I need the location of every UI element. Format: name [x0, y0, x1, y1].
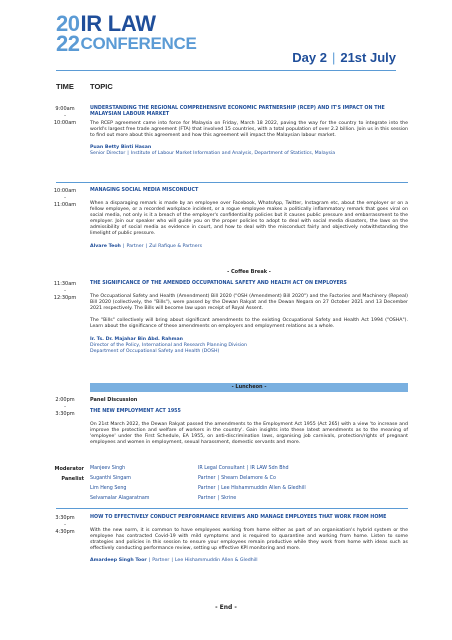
panel-row	[90, 486, 410, 492]
separator: |	[246, 466, 249, 471]
session-3	[90, 281, 408, 355]
panel-row	[90, 496, 410, 502]
end-marker: - End -	[215, 604, 237, 611]
column-head-time: TIME	[56, 82, 74, 91]
session-body: The RCEP agreement came into force for Malaysia on Friday, March 18 2022, paving the way for the country to integrate into the world's largest free trade agreement (FTA) that involved 15 countries, with a total population of over 2.2 billion. Join us in this session to find out more about this agreement and how this agreement will impact the Malaysian labour market.	[90, 121, 408, 139]
session-title: MANAGING SOCIAL MEDIA MISCONDUCT	[90, 188, 199, 193]
speaker-affiliation	[90, 558, 408, 564]
panel-role: Partner	[198, 476, 216, 481]
panel-row	[90, 466, 410, 472]
speaker-role: Senior Director	[90, 151, 126, 157]
separator: |	[145, 243, 148, 249]
time-start: 9:00am	[55, 106, 75, 112]
speaker-org: Institute of Labour Market Information and Analysis, Department of Statistics, Malaysia	[130, 151, 336, 157]
session-1	[90, 106, 408, 157]
separator: |	[217, 476, 220, 481]
session-2	[90, 188, 408, 250]
session-time	[46, 281, 84, 302]
separator: |	[122, 243, 125, 249]
session-body: When a disparaging remark is made by an employee over Facebook, WhatsApp, Twitter, Instagram etc, about the employer or on a fellow employee, or a recorded workplace incident, or a rogue employee makes a politically inflammatory remark that goes viral on social media, not only is it a breach of the employer's confidentiality policies but it causes public pressure and embarrassment to the employer. Join our speaker who will guide you on the proper policies to adopt to deal with social media disasters, the laws on the admissibility of social media as evidence in court, and how to deal with the misconduct fairly and objectively notwithstanding the limelight of public pressure.	[90, 201, 408, 237]
speaker-org: Zul Rafique & Partners	[149, 243, 203, 249]
panelist-label: Panelist	[61, 476, 84, 482]
session-body: On 21st March 2022, the Dewan Rakyat passed the amendments to the Employment Act 1955 (Act 265) with a view 'to increase and improve the protection and welfare of workers in the country'. Gain insights into these latest amendments as to the meaning of 'employee' under the First Schedule, EA 1955, on anti-discrimination laws, organising job carnivals, protection/rights of pregnant employees and women in employment, sexual harassment, domestic servants and more.	[90, 422, 408, 446]
session-time	[46, 515, 84, 536]
panel-role: Partner	[198, 486, 216, 491]
separator: |	[217, 486, 220, 491]
panel-name: Selvamalar Alagaratnam	[90, 496, 150, 501]
day-separator: |	[331, 50, 336, 65]
time-dash: -	[64, 113, 66, 119]
separator: |	[127, 151, 129, 157]
separator: |	[217, 496, 220, 501]
date-label: 21st July	[340, 50, 396, 65]
speaker-role: Partner	[126, 243, 144, 249]
panel-org: Shearn Delamore & Co	[221, 476, 276, 481]
speaker-name-text: Puan Betty Binti Hasan	[90, 145, 152, 151]
panel-name: Lim Heng Seng	[90, 486, 127, 491]
speaker-org: Lee Hishammuddin Allen & Gledhill	[174, 558, 258, 564]
speaker-line3: Department of Occupational Safety and Health (DOSH)	[90, 349, 220, 355]
column-head-topic: TOPIC	[90, 82, 113, 91]
time-end: 11:00am	[53, 202, 77, 208]
time-dash: -	[64, 522, 66, 528]
day-label: Day 2	[292, 50, 327, 65]
speaker-affiliation	[90, 151, 408, 157]
header-rule	[56, 70, 396, 71]
panel-name: Suganthi Singam	[90, 476, 131, 481]
time-end: 4:30pm	[55, 529, 75, 535]
panel-role: Partner	[198, 496, 216, 501]
panel-name: Manjeev Singh	[90, 466, 126, 471]
conference-logo	[56, 11, 197, 56]
session-title: THE NEW EMPLOYMENT ACT 1955	[90, 409, 181, 414]
time-start: 3:30pm	[55, 515, 75, 521]
logo-year-top: 20	[56, 11, 80, 36]
speaker-name: Alvare Teoh	[90, 243, 121, 249]
panel-row	[90, 476, 410, 482]
speaker-name: Amardeep Singh Toor	[90, 558, 147, 564]
separator: |	[148, 558, 151, 564]
day-date	[292, 50, 396, 65]
time-end: 3:30pm	[55, 411, 75, 417]
session-title: THE SIGNIFICANCE OF THE AMENDED OCCUPATIONAL SAFETY AND HEALTH ACT ON EMPLOYERS	[90, 281, 347, 286]
session-4	[90, 397, 408, 446]
luncheon-bar: - Luncheon -	[90, 383, 408, 392]
panel-org: Lee Hishammuddin Allen & Gledhill	[221, 486, 306, 491]
speaker-affiliation	[90, 244, 408, 250]
logo-year-bottom: 22	[56, 31, 80, 56]
section-divider	[56, 508, 408, 509]
session-title: UNDERSTANDING THE REGIONAL COMPREHENSIVE ECONOMIC PARTNERSHIP (RCEP) AND IT'S IMPACT ON THE MALAYSIAN LABOUR MARKET	[90, 106, 385, 117]
time-start: 2:00pm	[55, 397, 75, 403]
speaker-role: Partner	[152, 558, 170, 564]
time-start: 10:00am	[53, 188, 77, 194]
time-end: 10:00am	[53, 120, 77, 126]
session-time	[46, 188, 84, 209]
panel-discussion-label: Panel Discussion	[90, 397, 138, 403]
session-body-2: The "Bills" collectively will bring about significant amendments to the existing Occupational Safety and Health Act 1994 ("OSHA"). Learn about the significance of these amendments on employers and employment relations as a whole.	[90, 318, 408, 330]
time-start: 11:30am	[53, 281, 77, 287]
time-dash: -	[64, 404, 66, 410]
panel-org: IR LAW Sdn Bhd	[250, 466, 289, 471]
panel-org: Skrine	[221, 496, 237, 501]
time-dash: -	[64, 195, 66, 201]
session-body: With the new norm, it is common to have employees working from home either as part of an organisation's hybrid system or the employee has contracted Covid-19 with mild symptoms and is required to quarantine and working from home. Listen to some strategies and policies in this session to ensure your employees remain productive while they work from home with ideas such as effectively conducting performance review, setting up effective KPI monitoring and more.	[90, 528, 408, 552]
header	[0, 0, 452, 72]
logo-title-line1: IR LAW	[80, 11, 156, 36]
panel-role: IR Legal Consultant	[198, 466, 245, 471]
session-title: HOW TO EFFECTIVELY CONDUCT PERFORMANCE REVIEWS AND MANAGE EMPLOYEES THAT WORK FROM HOME	[90, 515, 387, 520]
time-end: 12:30pm	[53, 295, 77, 301]
logo-title	[80, 11, 197, 54]
session-time	[46, 397, 84, 418]
section-divider	[56, 182, 408, 183]
separator: |	[171, 558, 173, 564]
logo-title-line2: CONFERENCE	[80, 34, 197, 53]
logo-year	[56, 11, 80, 56]
session-5	[90, 515, 408, 564]
speaker-name-text: Ir. Ts. Dr. Majahar Bin Abd. Rahman	[90, 337, 183, 343]
session-body: The Occupational Safety and Health (Amendment) Bill 2020 ("OSH (Amendment) Bill 2020") and the Factories and Machinery (Repeal) Bill 2020 (collectively, the "Bills"), were passed by the Dewan Rakyat and the Dewan Negara on 27 October 2021 and 13 December 2021 respectively. The Bills will become law upon receipt of Royal Assent.	[90, 294, 408, 312]
session-time	[46, 106, 84, 127]
coffee-break-bar: - Coffee Break -	[227, 269, 271, 275]
moderator-label: Moderator	[54, 466, 84, 472]
time-dash: -	[64, 288, 66, 294]
speaker-line2: Director of the Policy, International and Research Planning Division	[90, 343, 247, 349]
